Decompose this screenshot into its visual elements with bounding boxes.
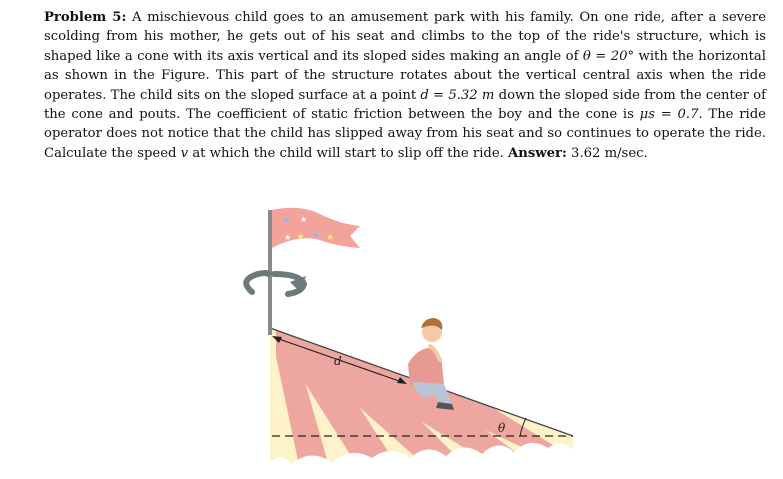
star-icon: ★ [312, 231, 321, 241]
problem-text-5: at which the child will start to slip off the ride. [188, 145, 509, 161]
d-label: d [334, 354, 342, 368]
cone-left-edge [270, 320, 276, 470]
problem-text-3: down the sloped side from the center of the cone and pouts. The coefficient of static friction between the boy and the cone is [44, 87, 766, 123]
rotation-arrow-icon [246, 273, 306, 294]
star-icon: ★ [300, 215, 308, 224]
answer-value: 3.62 m/sec. [566, 145, 648, 161]
theta-label: θ [498, 421, 506, 435]
ride-figure [230, 200, 590, 475]
distance-expression: d = 5.32 m [420, 87, 495, 103]
ride-illustration [230, 200, 590, 475]
flag [272, 208, 360, 248]
problem-statement [44, 8, 766, 163]
star-icon: ★ [282, 216, 291, 227]
theta-expression: θ = 20° [582, 48, 635, 64]
problem-text-1: A mischievous child goes to an amusement park with his family. On one ride, after a severe scolding from his mother, he gets out of his seat and climbs to the top of the ride's structure, which is shaped like a cone with its axis vertical and its sloped sides making an angle of [44, 10, 766, 64]
friction-expression: μs = 0.7 [639, 107, 699, 123]
answer-label: Answer: [508, 145, 567, 161]
star-icon: ★ [296, 232, 305, 243]
problem-text-2: with the horizontal as shown in the Figure. This part of the structure rotates about the vertical central axis when the ride operates. The child sits on the sloped surface at a point [44, 48, 767, 103]
star-icon: ★ [284, 233, 292, 242]
star-icon: ★ [326, 233, 335, 243]
problem-text-4: . The ride operator does not notice that the child has slipped away from his seat and so continues to operate the ride. Calculate the speed [44, 107, 766, 161]
problem-label: Problem 5: [44, 10, 127, 25]
speed-symbol: v [180, 145, 189, 161]
